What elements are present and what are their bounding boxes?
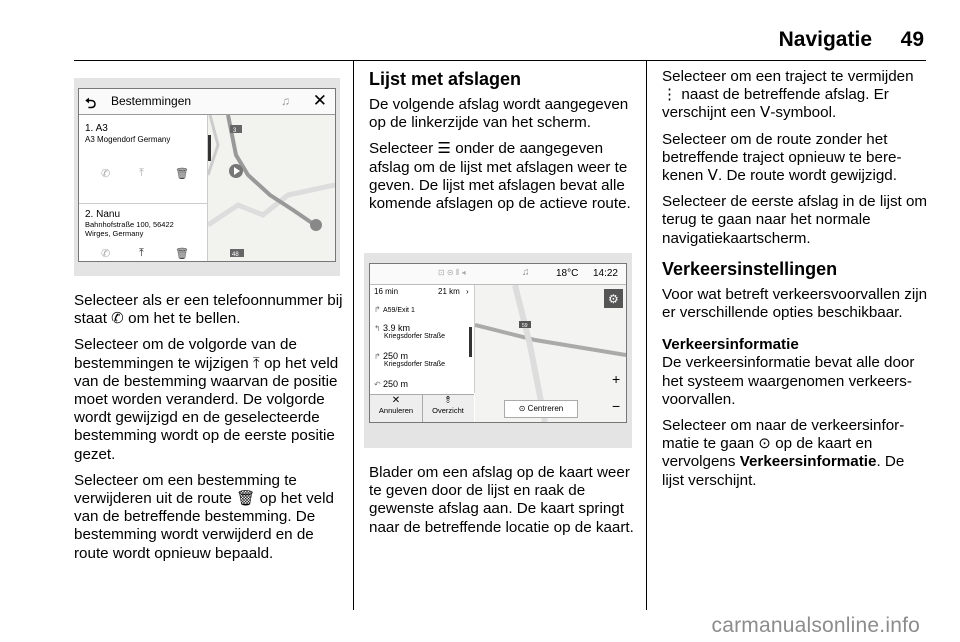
chevron-right-icon: › xyxy=(466,287,469,296)
bottom-button-bar xyxy=(370,394,474,423)
paragraph-text: Selecteer om de route zonder het betreffende traject opnieuw te berekenen xyxy=(662,130,902,185)
column-2-lower xyxy=(369,464,635,545)
paragraph-text: op het veld van de betreffende bestemming. De bestemming wordt verwijderd en de route wordt opnieuw bepaald. xyxy=(74,490,334,562)
section-heading: Lijst met afslagen xyxy=(369,69,522,89)
column-2 xyxy=(369,68,635,221)
paragraph-text: op het veld van de bestemming waarvan de positie moet worden veranderd. De volgorde wordt gewijzigd en de geselecteerde bestemming wordt op de eerste positie gezet. xyxy=(74,354,339,463)
paragraph-text: naast de betreffende afslag. Er verschijnt een xyxy=(662,86,889,122)
destination-address: Bahnhofstraße 100, 56422 xyxy=(85,220,174,229)
turn-arrow-icon: ↰ xyxy=(374,324,381,333)
zoom-out-icon[interactable]: − xyxy=(612,398,621,414)
music-icon[interactable]: ♫ xyxy=(522,267,530,278)
turn-street: Kriegsdorfer Straße xyxy=(384,361,446,368)
list-scrollbar[interactable] xyxy=(469,327,472,357)
destinations-map[interactable] xyxy=(208,115,335,261)
destination-item[interactable] xyxy=(85,209,203,238)
destinations-header-bar xyxy=(79,89,335,115)
turn-arrow-icon: ↱ xyxy=(374,305,381,314)
turn-list-panel xyxy=(370,285,475,393)
turn-arrow-icon: ↶ xyxy=(374,380,381,389)
header-rule xyxy=(74,60,926,61)
paragraph-text: Selecteer xyxy=(369,140,434,158)
turn-list-screen xyxy=(369,263,627,423)
crosshair-icon: ⊙ xyxy=(758,435,771,453)
cancel-label: Annuleren xyxy=(378,406,414,415)
paragraph-text: Selecteer om een bestemming te verwijderen uit de route xyxy=(74,471,297,508)
page-header-title: Navigatie xyxy=(778,28,872,51)
turn-arrow-icon: ↱ xyxy=(374,352,381,361)
turn-item[interactable] xyxy=(374,351,445,368)
close-icon[interactable]: ✕ xyxy=(312,91,327,110)
move-up-icon[interactable]: ⤒ xyxy=(139,167,144,179)
map-road-label: 59 xyxy=(522,323,528,329)
paragraph-traffic-options: Voor wat betreft verkeersvoorvallen zijn er verschillende opties beschikbaar. xyxy=(662,285,928,322)
destination-name: 1. A3 xyxy=(85,123,108,134)
destination-actions-2 xyxy=(79,247,207,262)
move-up-icon[interactable]: ⤒ xyxy=(139,247,144,259)
phone-icon: ✆ xyxy=(111,310,124,328)
center-button[interactable] xyxy=(504,400,578,418)
paragraph-text: op de kaart en vervolgens xyxy=(662,435,873,471)
paragraph-text: Selecteer om een traject te vermijden xyxy=(662,68,914,85)
paragraph-text: om het te bellen. xyxy=(128,310,241,328)
column-3 xyxy=(662,68,928,498)
route-duration: 16 min xyxy=(374,287,399,296)
crosshair-icon: ⊙ xyxy=(518,404,526,413)
paragraph-text: -symbool. xyxy=(770,104,837,122)
destination-item[interactable] xyxy=(85,123,203,145)
turn-item[interactable] xyxy=(374,323,445,340)
paragraph-reorder xyxy=(74,336,344,463)
overview-label: Overzicht xyxy=(432,406,464,415)
column-1 xyxy=(74,292,344,571)
avoid-icon: ⴸ xyxy=(707,167,719,185)
destination-name: 2. Nanu xyxy=(85,209,121,220)
paragraph-traffic-info: De verkeersinformatie bevat alle door het systeem waargenomen verkeersvoorvallen. xyxy=(662,354,915,408)
screenshot-destinations xyxy=(74,78,340,276)
paragraph-text: . De route wordt gewijzigd. xyxy=(718,167,897,185)
map-road-label: 48 xyxy=(232,252,239,258)
paragraph-avoid xyxy=(662,68,928,123)
move-up-icon: ⤒ xyxy=(252,354,260,372)
route-summary[interactable] xyxy=(374,287,472,296)
destination-address: A3 Mogendorf Germany xyxy=(85,135,171,144)
column-divider-1 xyxy=(353,60,354,610)
paragraph-browse: Blader om een afslag op de kaart weer te geven door de lijst en raak de gewenste afslag aan. De kaart springt naar de betreffende locatie op de kaart. xyxy=(369,464,634,536)
settings-icon[interactable]: ⚙ xyxy=(608,292,619,306)
paragraph-text: Selecteer als er een telefoonnummer bij staat xyxy=(74,292,343,328)
turn-item[interactable] xyxy=(374,305,415,314)
paragraph-open-traffic xyxy=(662,417,928,490)
status-icons: ⊡ ⊝ ⦀ ◂ xyxy=(438,268,466,277)
center-label: Centreren xyxy=(527,404,564,413)
paragraph-bold-term: Verkeersinformatie xyxy=(739,453,877,471)
turn-street: Kriegsdorfer Straße xyxy=(384,333,446,340)
paragraph-call xyxy=(74,292,344,328)
cancel-button[interactable] xyxy=(370,395,423,423)
trash-icon: 🗑 xyxy=(236,490,256,508)
page-number: 49 xyxy=(900,28,924,51)
screenshot-turn-list xyxy=(364,253,632,448)
turn-distance: 250 m xyxy=(382,351,408,361)
close-icon: ✕ xyxy=(391,395,401,406)
section-heading: Verkeersinstellingen xyxy=(662,258,838,279)
turn-item[interactable] xyxy=(374,379,408,389)
destination-list xyxy=(79,115,208,261)
zoom-in-icon[interactable]: + xyxy=(612,371,621,387)
destination-actions-1 xyxy=(79,167,207,187)
route-icon: ⥉ xyxy=(445,395,451,406)
paragraph-return: Selecteer de eerste afslag in de lijst om terug te gaan naar het normale navigatiekaartscherm. xyxy=(662,193,928,247)
destination-address-line2: Wirges, Germany xyxy=(85,229,144,238)
avoid-icon: ⴸ xyxy=(759,104,771,122)
phone-icon[interactable]: ✆ xyxy=(101,168,111,180)
list-divider xyxy=(79,203,207,204)
paragraph-turn-list xyxy=(369,140,635,213)
turn-distance: 3.9 km xyxy=(382,323,410,333)
column-divider-2 xyxy=(646,60,647,610)
music-icon[interactable]: ♫ xyxy=(281,94,290,108)
watermark: carmanualsonline.info xyxy=(711,614,920,637)
paragraph-text: Selecteer om naar de verkeersinformatie te gaan xyxy=(662,417,905,453)
paragraph-text: . De lijst verschijnt. xyxy=(662,453,905,489)
destinations-screen xyxy=(78,88,336,262)
temperature: 18°C xyxy=(556,268,579,279)
trash-icon[interactable]: 🗑 xyxy=(175,248,189,260)
trash-icon[interactable]: 🗑 xyxy=(175,168,189,180)
overview-button[interactable] xyxy=(422,395,474,423)
paragraph-recalculate xyxy=(662,131,928,186)
paragraph-intro: De volgende afslag wordt aangegeven op de linkerzijde van het scherm. xyxy=(369,96,629,132)
more-vertical-icon: ⋮ xyxy=(662,86,678,104)
status-bar xyxy=(370,264,626,285)
subsection-heading: Verkeersinformatie xyxy=(662,336,799,354)
paragraph-delete xyxy=(74,472,344,563)
paragraph-text: Selecteer om de volgorde van de bestemmingen te wijzigen xyxy=(74,336,297,372)
map-road-label: 3 xyxy=(233,128,237,134)
back-icon[interactable]: ⮌ xyxy=(85,95,97,111)
phone-icon[interactable]: ✆ xyxy=(101,248,111,260)
route-distance: 21 km xyxy=(438,287,460,296)
destinations-title: Bestemmingen xyxy=(111,94,192,108)
list-icon: ☰ xyxy=(437,140,452,158)
turn-street: A59/Exit 1 xyxy=(382,307,415,314)
turn-distance: 250 m xyxy=(382,379,408,389)
paragraph-text: onder de aangegeven afslag om de lijst met afslagen weer te geven. De lijst met afslagen bevat alle komende afslagen op de actieve route. xyxy=(369,140,631,213)
clock: 14:22 xyxy=(592,268,618,279)
